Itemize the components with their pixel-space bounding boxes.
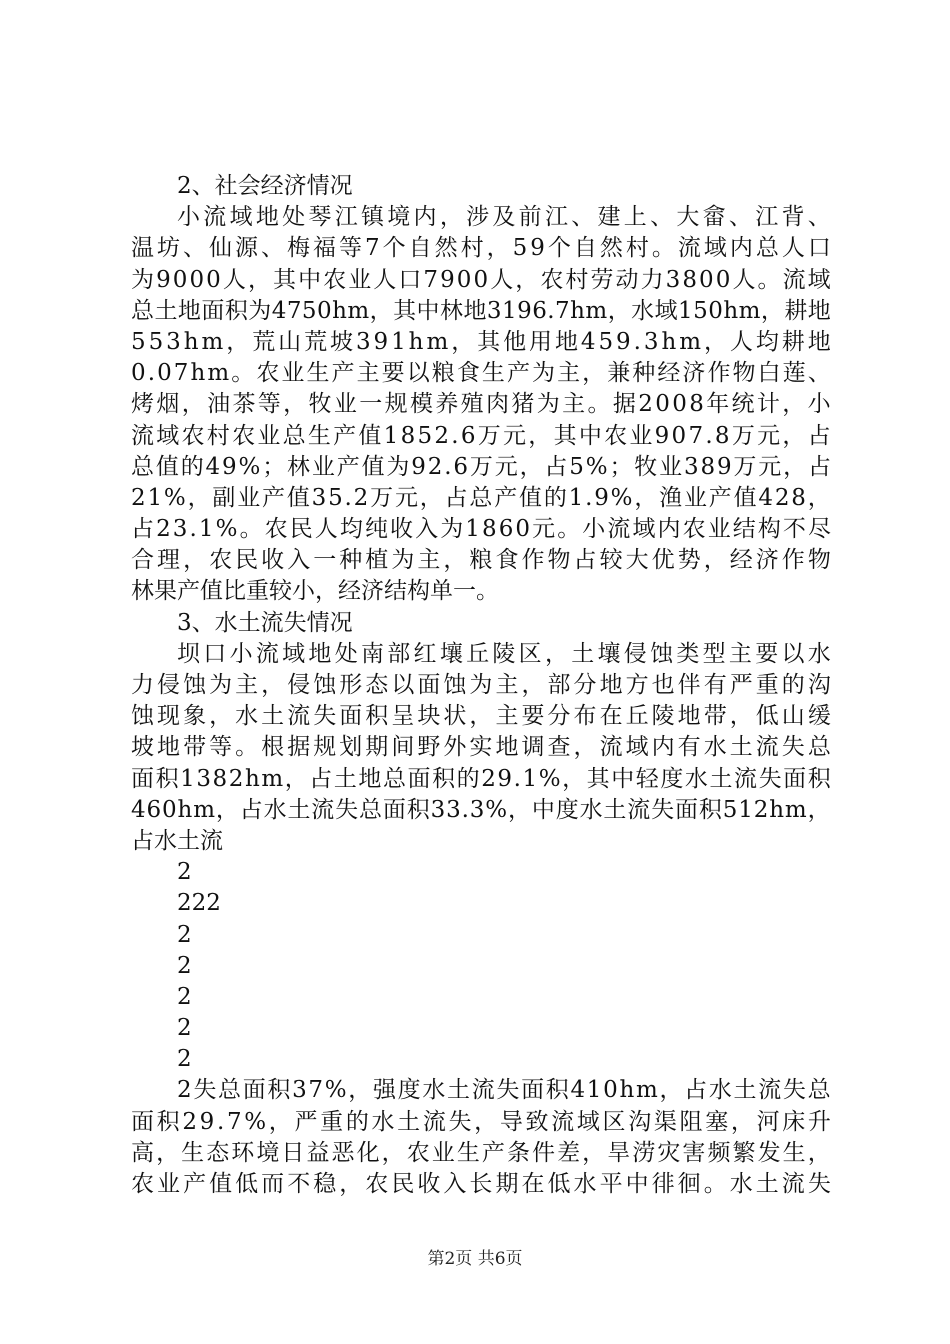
paragraph-line: 占 2 3 . 1 % 。 农 民 人 均 纯 收 入 为 1 8 6 0 元 。 小 流 域 内 农 业 结 构 不 尽 — [131, 516, 831, 543]
paragraph-line: 总 土 地 面 积 为 4 7 5 0 h m ， 其 中 林 地 3 1 9 6 . 7 h m ， 水 域 1 5 0 h m ， 耕 地 — [131, 297, 831, 324]
stray-superscript: 2 — [177, 1046, 192, 1073]
stray-superscript: 2 — [177, 859, 192, 886]
paragraph-line: 坡 地 带 等 。 根 据 规 划 期 间 野 外 实 地 调 查 ， 流 域 内 有 水 土 流 失 总 — [131, 734, 831, 761]
paragraph-line: 合 理 ， 农 民 收 入 一 种 植 为 主 ， 粮 食 作 物 占 较 大 优 势 ， 经 济 作 物 — [131, 547, 831, 574]
paragraph-line: 农 业 产 值 低 而 不 稳 ， 农 民 收 入 长 期 在 低 水 平 中 徘 徊 。 水 土 流 失 — [131, 1171, 831, 1197]
paragraph-line: 力 侵 蚀 为 主 ， 侵 蚀 形 态 以 面 蚀 为 主 ， 部 分 地 方 也 伴 有 严 重 的 沟 — [131, 672, 831, 698]
paragraph-line: 面 积 1 3 8 2 h m ， 占 土 地 总 面 积 的 2 9 . 1 % ， 其 中 轻 度 水 土 流 失 面 积 — [131, 765, 831, 792]
paragraph-line: 4 6 0 h m ， 占 水 土 流 失 总 面 积 3 3 . 3 % ， 中 度 水 土 流 失 面 积 5 1 2 h m ， — [131, 796, 831, 823]
paragraph-line: 蚀 现 象 ， 水 土 流 失 面 积 呈 块 状 ， 主 要 分 布 在 丘 陵 地 带 ， 低 山 缓 — [131, 703, 831, 730]
page-number-footer: 第2页 共6页 — [427, 1249, 523, 1269]
stray-superscript: 222 — [177, 890, 221, 917]
paragraph-line: 2 失 总 面 积 3 7 % ， 强 度 水 土 流 失 面 积 4 1 0 h m ， 占 水 土 流 失 总 — [177, 1077, 831, 1104]
stray-superscript: 2 — [177, 1015, 192, 1042]
paragraph-line: 坝 口 小 流 域 地 处 南 部 红 壤 丘 陵 区 ， 土 壤 侵 蚀 类 型 主 要 以 水 — [177, 640, 831, 667]
paragraph-line: 林果产值比重较小，经济结构单一。 — [131, 578, 499, 605]
paragraph-line: 小 流 域 地 处 琴 江 镇 境 内 ， 涉 及 前 江 、 建 上 、 大 畲 、 江 背 、 — [177, 204, 831, 231]
paragraph-line: 0 . 0 7 h m 。 农 业 生 产 主 要 以 粮 食 生 产 为 主 ， 兼 种 经 济 作 物 白 莲 、 — [131, 360, 831, 387]
paragraph-line: 温 坊 、 仙 源 、 梅 福 等 7 个 自 然 村 ， 5 9 个 自 然 村 。 流 域 内 总 人 口 — [131, 235, 831, 262]
paragraph-line: 为 9 0 0 0 人 ， 其 中 农 业 人 口 7 9 0 0 人 ， 农 村 劳 动 力 3 8 0 0 人 。 流 域 — [131, 266, 831, 293]
paragraph-line: 5 5 3 h m ， 荒 山 荒 坡 3 9 1 h m ， 其 他 用 地 4 5 9 . 3 h m ， 人 均 耕 地 — [131, 328, 831, 355]
paragraph-line: 高 ， 生 态 环 境 日 益 恶 化 ， 农 业 生 产 条 件 差 ， 旱 涝 灾 害 频 繁 发 生 ， — [131, 1139, 831, 1166]
section-heading-social-economy: 2、社会经济情况 — [177, 173, 353, 199]
stray-superscript: 2 — [177, 983, 192, 1010]
stray-superscript: 2 — [177, 921, 192, 948]
paragraph-line: 2 1 % ， 副 业 产 值 3 5 . 2 万 元 ， 占 总 产 值 的 1 . 9 % ， 渔 业 产 值 4 2 8 ， — [131, 484, 831, 511]
paragraph-line: 总 值 的 4 9 % ； 林 业 产 值 为 9 2 . 6 万 元 ， 占 5 % ； 牧 业 3 8 9 万 元 ， 占 — [131, 453, 831, 480]
document-body — [131, 171, 831, 1200]
section-heading-soil-erosion: 3、水土流失情况 — [177, 609, 353, 636]
paragraph-line: 流 域 农 村 农 业 总 生 产 值 1 8 5 2 . 6 万 元 ， 其 中 农 业 9 0 7 . 8 万 元 ， 占 — [131, 422, 831, 449]
paragraph-line: 占水土流 — [131, 827, 223, 854]
paragraph-line: 烤 烟 ， 油 茶 等 ， 牧 业 一 规 模 养 殖 肉 猪 为 主 。 据 2 0 0 8 年 统 计 ， 小 — [131, 391, 831, 418]
paragraph-line: 面 积 2 9 . 7 % ， 严 重 的 水 土 流 失 ， 导 致 流 域 区 沟 渠 阻 塞 ， 河 床 升 — [131, 1108, 831, 1135]
stray-superscript: 2 — [177, 952, 192, 979]
